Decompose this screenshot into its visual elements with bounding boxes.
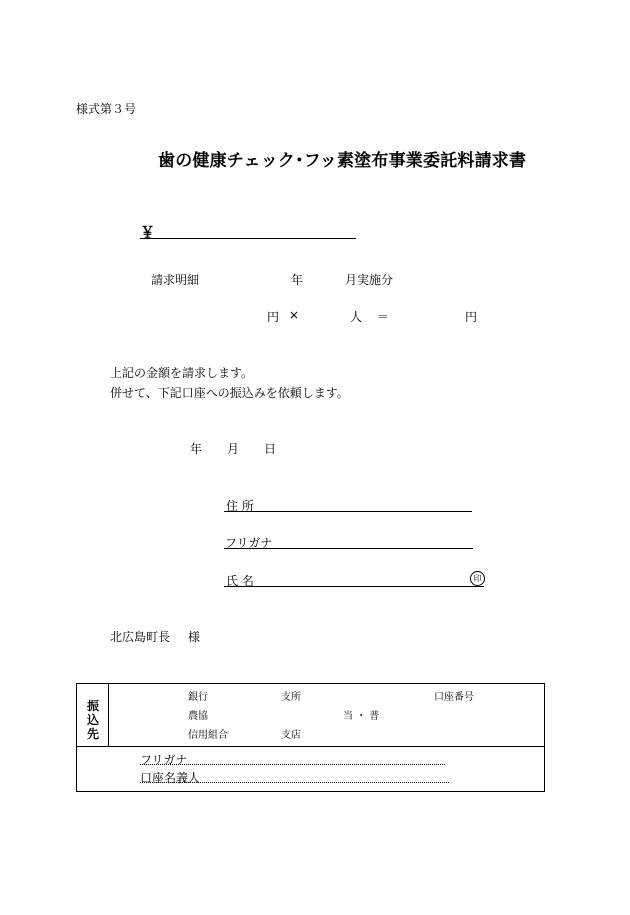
nokyo-label: 農協 — [188, 711, 208, 722]
credit-union-label: 信用組合 — [188, 730, 228, 741]
address-label: 住 所 — [226, 499, 254, 513]
seal-mark: 印 — [470, 571, 485, 586]
account-type-label: 当 ・ 普 — [343, 711, 380, 722]
recipient-honorific: 様 — [188, 630, 201, 644]
page-title: 歯の健康チェック･フッ素塗布事業委託料請求書 — [158, 151, 527, 171]
calc-yen1: 円 — [267, 310, 280, 324]
date-day: 日 — [264, 442, 277, 456]
branch-label: 支所 — [281, 692, 301, 703]
calc-yen2: 円 — [465, 310, 478, 324]
details-month: 月実施分 — [345, 273, 394, 287]
transfer-header-char-1: 振 — [87, 699, 100, 713]
furigana-label: フリガナ — [225, 536, 273, 550]
furigana-line[interactable] — [224, 548, 473, 549]
transfer-furigana-label: フリガナ — [140, 753, 188, 767]
name-label: 氏 名 — [226, 574, 254, 588]
account-number-label: 口座番号 — [434, 692, 474, 703]
body-line-1: 上記の金額を請求します。 — [110, 366, 254, 380]
date-year: 年 — [190, 442, 203, 456]
calc-times: × — [289, 308, 300, 322]
calc-persons: 人 — [350, 310, 363, 324]
account-holder-line[interactable] — [140, 782, 449, 783]
calc-equals: ＝ — [377, 310, 390, 324]
body-line-2: 併せて、下記口座への振込みを依頼します。 — [110, 386, 349, 400]
address-line[interactable] — [224, 511, 472, 512]
details-year: 年 — [291, 273, 304, 287]
date-month: 月 — [227, 442, 240, 456]
recipient-name: 北広島町長 — [110, 630, 171, 644]
account-holder-label: 口座名義人 — [140, 771, 201, 785]
form-number: 様式第３号 — [76, 102, 137, 116]
bank-label: 銀行 — [188, 692, 208, 703]
name-line[interactable] — [224, 586, 484, 587]
transfer-header-char-2: 込 — [87, 713, 100, 727]
transfer-row-divider — [76, 746, 544, 747]
yen-symbol: ￥ — [140, 223, 156, 241]
transfer-header-char-3: 先 — [87, 727, 100, 741]
branch-office-label: 支店 — [281, 730, 301, 741]
transfer-header-divider — [108, 683, 109, 746]
transfer-furigana-line[interactable] — [140, 764, 445, 765]
amount-line[interactable] — [140, 238, 356, 239]
details-label: 請求明細 — [151, 273, 200, 287]
